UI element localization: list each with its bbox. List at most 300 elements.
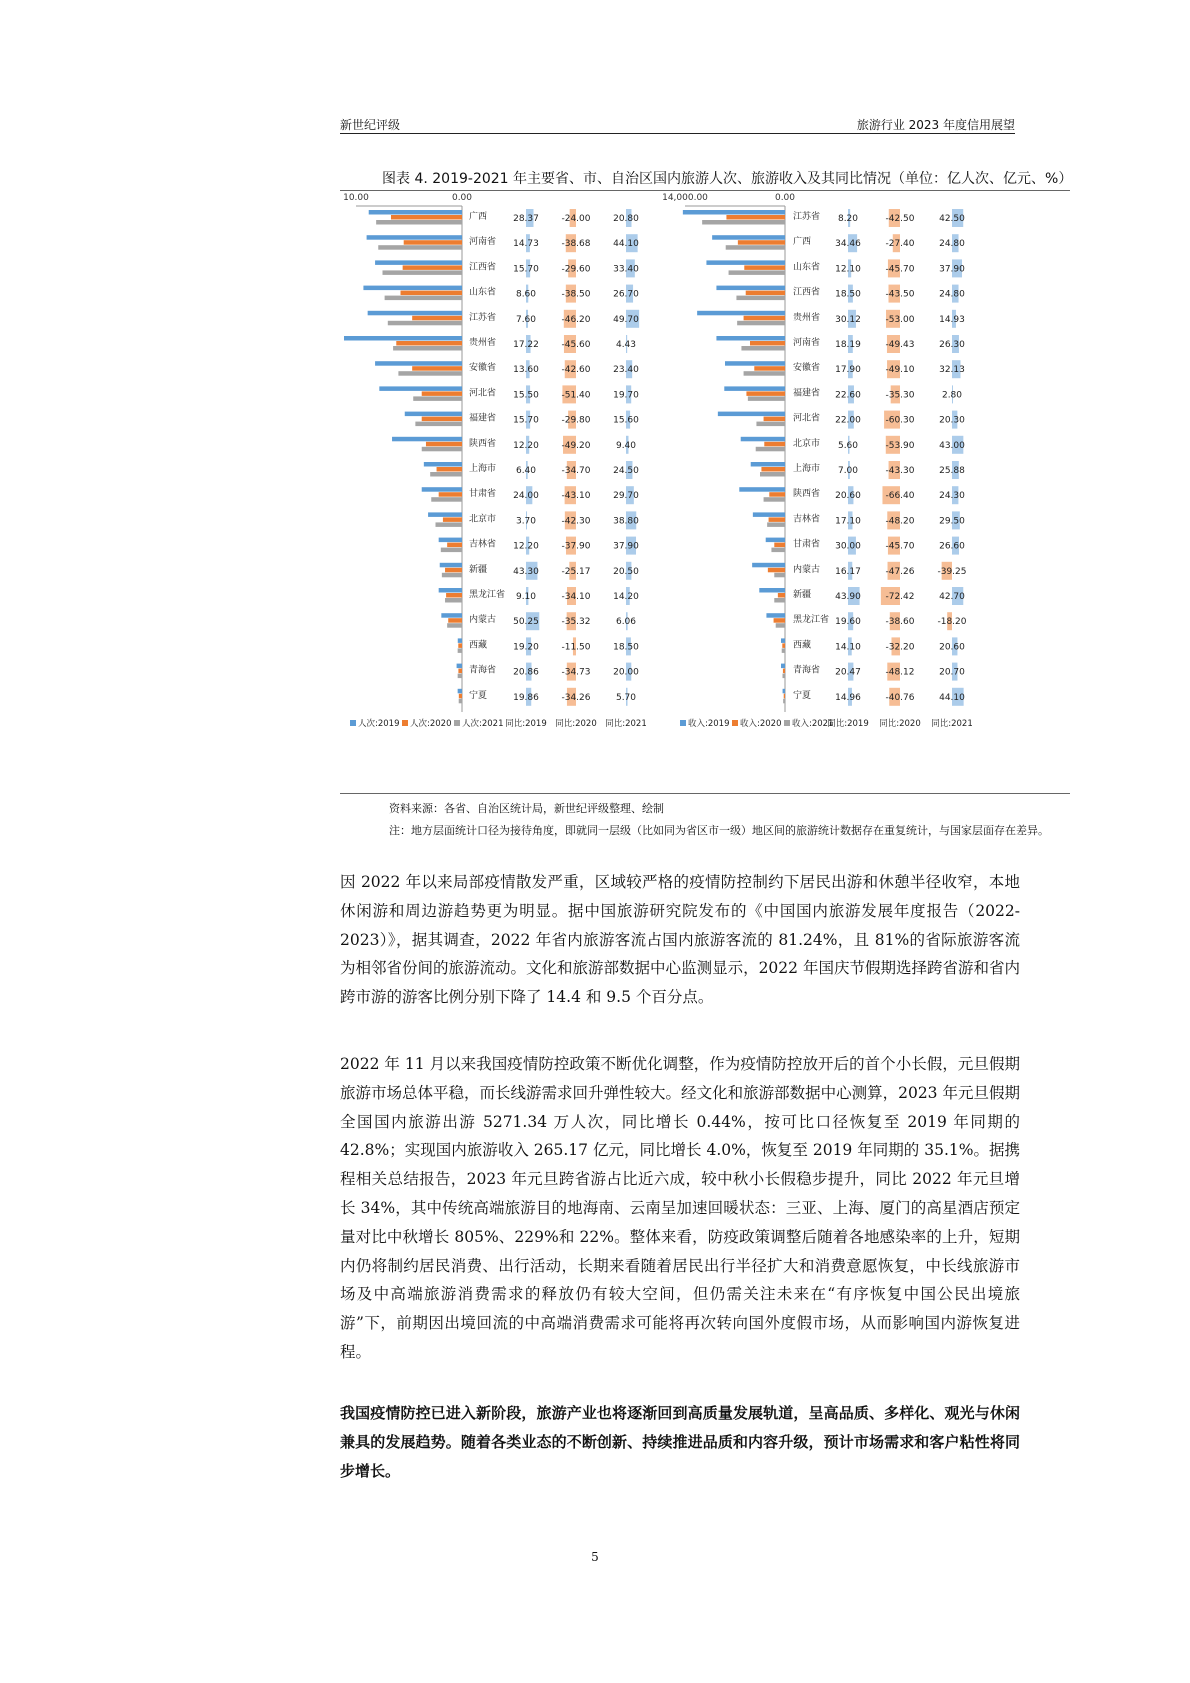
yoy-value: 17.90 — [835, 365, 861, 376]
bar — [442, 573, 462, 578]
category-label: 内蒙古 — [793, 564, 821, 575]
figure-top-rule — [340, 190, 1070, 191]
legend-label: 收入:2019 — [688, 719, 730, 729]
category-label: 内蒙古 — [469, 615, 497, 626]
category-label: 陕西省 — [469, 438, 497, 449]
bar — [458, 648, 462, 653]
yoy-value: 30.00 — [835, 541, 861, 552]
legend-swatch — [402, 720, 408, 726]
yoy-value: 18.19 — [835, 340, 861, 350]
header-org: 新世纪评级 — [340, 118, 401, 132]
yoy-value: 20.60 — [939, 642, 965, 653]
category-label: 青海省 — [469, 665, 497, 676]
bar — [447, 623, 462, 628]
category-label: 安徽省 — [793, 363, 821, 374]
axis-tick-label: 10.00 — [343, 193, 369, 203]
yoy-value: 20.86 — [513, 667, 539, 678]
axis-tick-label: 14,000.00 — [662, 193, 708, 203]
yoy-value: -38.60 — [885, 617, 915, 628]
figure-charts — [340, 192, 1070, 792]
yoy-value: 34.46 — [835, 239, 861, 250]
legend-label: 收入:2021 — [792, 719, 834, 729]
bar — [774, 598, 785, 603]
bar — [459, 694, 462, 699]
yoy-value: -45.70 — [885, 541, 915, 552]
yoy-value: 5.70 — [615, 692, 637, 703]
yoy-value: 19.20 — [513, 642, 539, 653]
yoy-value: -29.80 — [561, 415, 591, 426]
category-label: 上海市 — [793, 464, 821, 474]
bar — [403, 265, 462, 270]
yoy-value: 20.50 — [613, 566, 639, 577]
bar — [458, 638, 462, 643]
bar — [725, 361, 785, 366]
yoy-value: -24.00 — [561, 214, 591, 224]
yoy-value: 49.70 — [613, 314, 639, 325]
yoy-column-header: 同比:2019 — [505, 719, 547, 729]
bar — [428, 512, 462, 517]
bar — [459, 699, 462, 704]
yoy-value: -39.25 — [937, 566, 967, 577]
yoy-value: 42.50 — [939, 214, 965, 224]
bar — [430, 472, 462, 477]
bar — [405, 412, 462, 417]
yoy-value: 14.20 — [613, 592, 639, 602]
yoy-value: 24.00 — [513, 491, 539, 502]
bar — [726, 215, 785, 220]
category-label: 陕西省 — [793, 489, 821, 500]
yoy-value: -49.20 — [561, 440, 591, 451]
yoy-value: 22.00 — [835, 415, 861, 426]
bar — [739, 487, 785, 492]
bar — [413, 396, 462, 401]
bar — [447, 543, 462, 548]
yoy-value: -18.20 — [937, 617, 967, 628]
bar — [368, 311, 462, 316]
bar — [774, 573, 785, 578]
bar — [457, 664, 462, 669]
bar — [706, 260, 785, 265]
axis-tick-label: 0.00 — [451, 193, 473, 203]
paragraph-2: 2022 年 11 月以来我国疫情防控政策不断优化调整，作为疫情防控放开后的首个小长假，元旦假期旅游市场总体平稳，而长线游需求回升弹性较大。经文化和旅游部数据中心测算，2023 年元旦假期全国国内旅游出游 5271.34 万人次，同比增长 0.44%，按可比口径恢复至 2019 年同期的 42.8%；实现国内旅游收入 265.17 亿元，同比增长 4.0%，恢复至 2019 年同期的 35.1%。据携程相关总结报告，2023 年元旦跨省游占比近六成，较中秋小长假稳步提升，同比 2022 年元旦增长 34%，其中传统高端旅游目的地海南、云南呈加速回暖状态：三亚、上海、厦门的高星酒店预定量对比中秋增长 805%、229%和 22%。整体来看，防疫政策调整后随着各地感染率的上升，短期内仍将制约居民消费、出行活动，长期来看随着居民出行半径扩大和消费意愿恢复，中长线旅游市场及中高端旅游消费需求的释放仍有较大空间，但仍需关注未来在“有序恢复中国公民出境旅游”下，前期因出境回流的中高端消费需求可能将再次转向国外度假市场，从而影响国内游恢复进程。 — [340, 1055, 1020, 1361]
yoy-value: -45.60 — [561, 340, 591, 350]
yoy-value: -34.26 — [561, 692, 591, 703]
yoy-value: 26.30 — [939, 340, 965, 350]
bar — [422, 417, 462, 422]
category-label: 黑龙江省 — [793, 615, 830, 626]
bar — [726, 245, 785, 250]
bar — [683, 210, 785, 215]
bar — [458, 689, 462, 694]
category-label: 河北省 — [469, 388, 497, 399]
yoy-value: -43.50 — [885, 289, 915, 300]
yoy-value: 15.60 — [613, 415, 639, 426]
bar — [744, 371, 785, 376]
bar — [764, 417, 785, 422]
yoy-value: -34.10 — [561, 592, 591, 602]
yoy-value: 26.60 — [939, 541, 965, 552]
bar — [440, 563, 462, 568]
bar — [422, 391, 462, 396]
category-label: 宁夏 — [793, 690, 812, 701]
yoy-value: 14.73 — [513, 239, 539, 250]
yoy-value: 50.25 — [513, 617, 539, 628]
bar — [716, 336, 785, 341]
bar — [782, 643, 785, 648]
bar — [784, 694, 785, 699]
category-label: 北京市 — [793, 438, 821, 449]
yoy-value: -43.10 — [561, 491, 591, 502]
yoy-value: 30.12 — [835, 314, 861, 325]
yoy-value: 19.86 — [513, 692, 539, 703]
yoy-value: 5.60 — [837, 440, 859, 451]
yoy-value: -37.90 — [561, 541, 591, 552]
bar — [458, 674, 462, 679]
category-label: 西藏 — [793, 640, 812, 651]
yoy-value: 2.80 — [941, 390, 963, 401]
bar — [378, 245, 462, 250]
category-label: 河北省 — [793, 413, 821, 424]
figure-bottom-rule — [340, 793, 1070, 794]
bar — [375, 260, 462, 265]
category-label: 江苏省 — [793, 212, 821, 222]
category-label: 青海省 — [793, 665, 821, 676]
yoy-value: 37.90 — [939, 264, 965, 275]
yoy-value: 12.20 — [513, 440, 539, 451]
bar — [782, 648, 785, 653]
yoy-value: -66.40 — [885, 491, 915, 502]
yoy-value: 20.00 — [613, 667, 639, 678]
bar — [738, 240, 785, 245]
yoy-value: -38.68 — [561, 239, 591, 250]
yoy-value: 15.50 — [513, 390, 539, 401]
bar — [737, 321, 785, 326]
yoy-column-header: 同比:2020 — [879, 719, 921, 729]
yoy-value: 9.40 — [615, 440, 637, 451]
yoy-value: -40.76 — [885, 692, 915, 703]
yoy-value: 38.80 — [613, 516, 639, 527]
category-label: 甘肃省 — [793, 539, 821, 550]
yoy-value: 19.70 — [613, 390, 639, 401]
yoy-value: 20.30 — [939, 415, 965, 426]
yoy-value: 29.70 — [613, 491, 639, 502]
yoy-value: -38.50 — [561, 289, 591, 300]
bar — [415, 422, 462, 427]
bar — [778, 593, 785, 598]
bar — [448, 618, 462, 623]
yoy-value: -47.26 — [885, 566, 915, 577]
yoy-column-header: 同比:2021 — [605, 719, 647, 729]
bar — [767, 522, 785, 527]
bar — [367, 235, 462, 240]
bar — [783, 689, 785, 694]
yoy-value: 20.47 — [835, 667, 861, 678]
yoy-column-header: 同比:2021 — [931, 719, 973, 729]
legend-label: 收入:2020 — [740, 719, 782, 729]
yoy-value: 18.50 — [613, 642, 639, 653]
yoy-value: 14.10 — [835, 642, 861, 653]
bar — [363, 286, 462, 291]
bar — [754, 366, 785, 371]
bar — [404, 240, 462, 245]
yoy-value: 14.96 — [835, 692, 861, 703]
bar — [781, 664, 785, 669]
bar — [783, 674, 786, 679]
yoy-value: -42.60 — [561, 365, 591, 376]
yoy-value: -35.30 — [885, 390, 915, 401]
bar — [422, 487, 462, 492]
paragraph-1: 因 2022 年以来局部疫情散发严重，区域较严格的疫情防控制约下居民出游和休憩半径收窄，本地休闲游和周边游趋势更为明显。据中国旅游研究院发布的《中国国内旅游发展年度报告（2022-2023）》，据其调查，2022 年省内旅游客流占国内旅游客流的 81.24%，且 81%的省际旅游客流为相邻省份间的旅游流动。文化和旅游部数据中心监测显示，2022 年国庆节假期选择跨省游和省内跨市游的游客比例分别下降了 14.4 和 9.5 个百分点。 — [340, 873, 1020, 1007]
bar — [724, 386, 785, 391]
yoy-value: 18.50 — [835, 289, 861, 300]
yoy-value: -48.12 — [885, 667, 915, 678]
yoy-value: 24.30 — [939, 491, 965, 502]
legend-swatch — [350, 720, 356, 726]
bar — [344, 336, 462, 341]
category-label: 福建省 — [469, 413, 497, 424]
bar — [369, 210, 462, 215]
bar — [383, 270, 463, 275]
yoy-value: -43.30 — [885, 466, 915, 476]
category-label: 黑龙江省 — [469, 590, 506, 600]
figure-title: 图表 4. 2019-2021 年主要省、市、自治区国内旅游人次、旅游收入及其同比情况（单位：亿人次、亿元、%） — [382, 171, 1073, 187]
bar — [744, 265, 785, 270]
category-label: 山东省 — [469, 287, 497, 298]
category-label: 江苏省 — [469, 312, 497, 323]
yoy-value: 44.10 — [939, 692, 965, 703]
category-label: 贵州省 — [793, 312, 821, 323]
bar — [751, 462, 785, 467]
category-label: 安徽省 — [469, 363, 497, 374]
yoy-value: -32.20 — [885, 642, 915, 653]
bar — [769, 517, 785, 522]
yoy-value: -27.40 — [885, 239, 915, 250]
category-label: 河南省 — [793, 338, 821, 348]
bar — [760, 472, 785, 477]
bar — [401, 291, 462, 296]
yoy-value: 42.70 — [939, 592, 965, 602]
yoy-value: 33.40 — [613, 264, 639, 275]
bar — [768, 568, 785, 573]
bar — [398, 371, 462, 376]
bar — [764, 442, 785, 447]
yoy-value: -53.90 — [885, 440, 915, 451]
yoy-value: 43.00 — [939, 440, 965, 451]
bar — [771, 548, 785, 553]
yoy-value: -34.70 — [561, 466, 591, 476]
yoy-value: 43.90 — [835, 592, 861, 602]
bar — [783, 699, 785, 704]
bar — [439, 492, 462, 497]
bar — [752, 563, 785, 568]
yoy-value: 44.10 — [613, 239, 639, 250]
legend-label: 人次:2020 — [410, 719, 452, 729]
bar — [759, 588, 785, 593]
page-header — [340, 116, 1015, 134]
legend-label: 人次:2021 — [462, 719, 504, 729]
yoy-value: -29.60 — [561, 264, 591, 275]
yoy-value: 24.50 — [613, 466, 639, 476]
yoy-value: -48.20 — [885, 516, 915, 527]
yoy-value: 6.06 — [615, 617, 637, 628]
yoy-value: 20.80 — [613, 214, 639, 224]
bar — [741, 437, 785, 442]
bar — [748, 396, 785, 401]
yoy-value: -25.17 — [561, 566, 591, 577]
category-label: 宁夏 — [469, 690, 488, 701]
bar — [392, 437, 462, 442]
bar — [741, 346, 785, 351]
bar — [412, 316, 462, 321]
category-label: 江西省 — [469, 262, 497, 273]
bar — [716, 286, 785, 291]
bar — [736, 296, 785, 301]
yoy-value: -42.50 — [885, 214, 915, 224]
yoy-value: -42.30 — [561, 516, 591, 527]
yoy-value: 22.60 — [835, 390, 861, 401]
yoy-value: 29.50 — [939, 516, 965, 527]
bar — [426, 442, 462, 447]
bar — [764, 497, 785, 502]
yoy-value: 26.70 — [613, 289, 639, 300]
yoy-value: 23.40 — [613, 365, 639, 376]
yoy-value: -72.42 — [885, 592, 915, 602]
yoy-value: -45.70 — [885, 264, 915, 275]
header-report-title: 旅游行业 2023 年度信用展望 — [856, 118, 1015, 132]
bar — [379, 386, 462, 391]
yoy-value: 15.70 — [513, 264, 539, 275]
category-label: 西藏 — [469, 640, 488, 651]
yoy-value: -60.30 — [885, 415, 915, 426]
yoy-value: 25.88 — [939, 466, 965, 476]
yoy-value: 24.80 — [939, 289, 965, 300]
bar — [702, 220, 785, 225]
bar — [458, 669, 462, 674]
yoy-value: -35.32 — [561, 617, 591, 628]
bar — [396, 341, 462, 346]
bar — [783, 669, 785, 674]
yoy-value: 13.60 — [513, 365, 539, 376]
yoy-value: 20.60 — [835, 491, 861, 502]
category-label: 山东省 — [793, 262, 821, 273]
category-label: 吉林省 — [469, 539, 497, 550]
legend-swatch — [680, 720, 686, 726]
category-label: 吉林省 — [793, 514, 821, 525]
category-label: 江西省 — [793, 287, 821, 298]
category-label: 广西 — [793, 237, 812, 248]
bar — [424, 462, 462, 467]
bar — [729, 270, 785, 275]
bar — [445, 598, 462, 603]
bar — [756, 447, 785, 452]
yoy-value: 8.20 — [837, 214, 859, 224]
bar — [439, 538, 462, 543]
bar — [446, 593, 462, 598]
yoy-value: 28.37 — [513, 214, 539, 224]
bar — [422, 447, 462, 452]
yoy-value: 3.70 — [515, 516, 537, 527]
bar — [781, 638, 785, 643]
category-label: 河南省 — [469, 237, 497, 248]
bar — [746, 391, 785, 396]
bar — [750, 341, 785, 346]
category-label: 贵州省 — [469, 338, 497, 348]
category-label: 北京市 — [469, 514, 497, 525]
category-label: 新疆 — [469, 564, 488, 575]
yoy-column-header: 同比:2019 — [827, 719, 869, 729]
yoy-value: 6.40 — [515, 466, 537, 476]
bar — [712, 235, 785, 240]
yoy-value: 12.20 — [513, 541, 539, 552]
yoy-value: 19.60 — [835, 617, 861, 628]
page-number: 5 — [591, 1550, 599, 1564]
yoy-value: -53.00 — [885, 314, 915, 325]
yoy-value: 15.70 — [513, 415, 539, 426]
yoy-value: -49.10 — [885, 365, 915, 376]
bar — [391, 215, 462, 220]
bar — [445, 568, 462, 573]
yoy-value: 16.17 — [835, 566, 861, 577]
bar — [437, 467, 462, 472]
figure-source: 资料来源：各省、自治区统计局，新世纪评级整理、绘制 — [389, 802, 664, 815]
yoy-value: 14.93 — [939, 314, 965, 325]
bar — [697, 311, 785, 316]
yoy-value: 12.10 — [835, 264, 861, 275]
bar — [766, 538, 785, 543]
bar — [443, 517, 462, 522]
yoy-value: 8.60 — [515, 289, 537, 300]
legend-swatch — [784, 720, 790, 726]
yoy-value: 17.10 — [835, 516, 861, 527]
bar — [441, 613, 462, 618]
axis-tick-label: 0.00 — [774, 193, 796, 203]
bar — [412, 366, 462, 371]
legend-swatch — [454, 720, 460, 726]
bar — [756, 422, 785, 427]
yoy-value: 43.30 — [513, 566, 539, 577]
yoy-value: -11.50 — [561, 642, 591, 653]
bar — [385, 296, 462, 301]
yoy-value: -34.73 — [561, 667, 591, 678]
bar — [718, 412, 785, 417]
category-label: 新疆 — [793, 590, 812, 600]
bar — [753, 512, 785, 517]
yoy-value: 7.00 — [837, 466, 859, 476]
bar — [744, 316, 785, 321]
bar — [375, 361, 462, 366]
bar — [761, 467, 785, 472]
category-label: 上海市 — [469, 464, 497, 474]
yoy-value: 37.90 — [613, 541, 639, 552]
yoy-value: 4.43 — [615, 340, 637, 350]
yoy-value: 17.22 — [513, 340, 539, 350]
bar — [388, 321, 462, 326]
bar — [766, 613, 785, 618]
yoy-value: 24.80 — [939, 239, 965, 250]
yoy-value: 9.10 — [515, 592, 537, 602]
yoy-value: 20.70 — [939, 667, 965, 678]
category-label: 甘肃省 — [469, 489, 497, 500]
bar — [769, 492, 785, 497]
category-label: 广西 — [469, 212, 488, 222]
legend-label: 人次:2019 — [358, 719, 400, 729]
bar — [458, 643, 462, 648]
bar — [776, 623, 785, 628]
bar — [436, 522, 463, 527]
yoy-value: -51.40 — [561, 390, 591, 401]
yoy-column-header: 同比:2020 — [555, 719, 597, 729]
bar — [746, 291, 785, 296]
